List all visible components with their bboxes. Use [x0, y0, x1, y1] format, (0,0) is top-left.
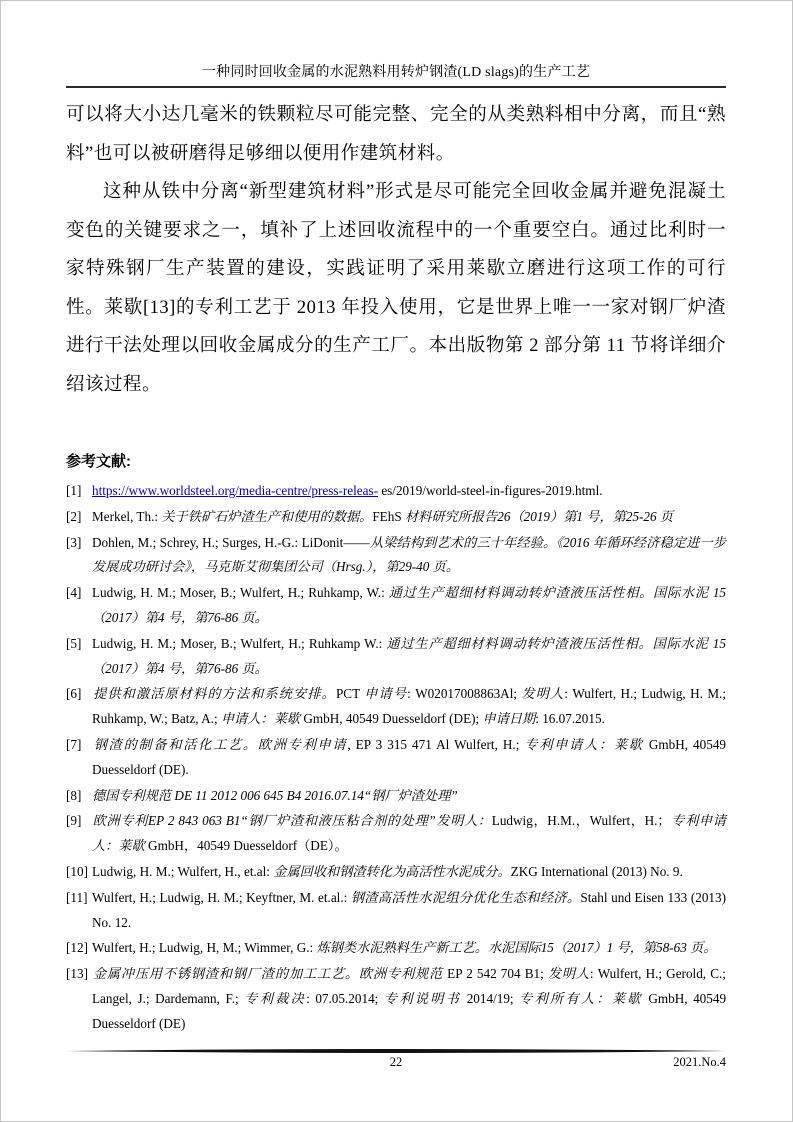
reference-text: Merkel, Th.: [92, 508, 162, 524]
reference-text: EP 2 542 704 B1; [447, 966, 548, 982]
reference-text: : Wulfert, H.; Ludwig, H. M.; Ruhkamp, W.; Batz, A.; [92, 686, 727, 727]
reference-link[interactable]: https://www.worldsteel.org/media-centre/press-releas- [92, 483, 379, 498]
reference-number: [8] [66, 787, 82, 803]
reference-text: Ludwig, H. M.; Moser, B.; Wulfert, H.; Ruhkamp W.: [92, 635, 387, 651]
reference-text: Stahl und Eisen 133 (2013) No. 12. [92, 889, 726, 930]
reference-number: [10] [66, 863, 88, 879]
paragraph-2: 这种从铁中分离“新型建筑材料”形式是尽可能完全回收金属并避免混凝土变色的关键要求之一，填补了上述回收流程中的一个重要空白。通过比利时一家特殊钢厂生产装置的建设，实践证明了采用莱歇立磨进行这项工作的可行性。莱歇[13]的专利工艺于 2013 年投入使用，它是世界上唯一一家对钢厂炉渣进行干法处理以回收金属成分的生产工厂。本出版物第 2 部分第 11 节将详细介绍该过程。 [66, 182, 726, 395]
reference-text: GmbH, 40549 Duesseldorf (DE); [303, 711, 483, 727]
reference-item [66, 581, 726, 631]
reference-number: [11] [66, 889, 88, 905]
reference-item [66, 860, 726, 885]
issue-number: 2021.No.4 [673, 1055, 726, 1069]
reference-item [66, 632, 726, 682]
reference-text: , EP 3 315 471 Al Wulfert, H.; [347, 736, 525, 752]
reference-text: GmbH, 40549 Duesseldorf (DE). [92, 736, 727, 777]
reference-text: 关于铁矿石炉渣生产和使用的数据。 [161, 508, 373, 524]
reference-text: 申请号 [364, 686, 408, 702]
reference-text: 通过生产超细材料调动转炉渣液压活性相。国际水泥 15（2017）第4 号，第76-86 页。 [92, 585, 727, 625]
references-section [66, 450, 726, 1037]
reference-number: [4] [66, 585, 82, 601]
reference-text: : Wulfert, H.; Gerold, C.; Langel, J.; Dardemann, F.; [92, 966, 726, 1006]
reference-text: ZKG International (2013) No. 9. [510, 863, 683, 879]
reference-text: 欧洲专利EP 2 843 063 B1“钢厂炉渣和液压粘合剂的处理”发明人： [92, 813, 492, 829]
reference-item [66, 505, 726, 530]
reference-text: Dohlen, M.; Schrey, H.; Surges, H.-G.: LiDonit—— [92, 534, 370, 550]
reference-text: 专利申请人：莱歇 [524, 736, 649, 752]
reference-number: [12] [66, 940, 88, 956]
page-content [1, 61, 792, 1037]
reference-text: 德国专利规范 DE 11 2012 006 645 B4 2016.07.14“钢厂炉渣处理” [92, 787, 458, 803]
reference-text: 专利申请人：莱歇 [92, 813, 726, 854]
reference-text: Ludwig，H.M.，Wulfert，H.； [491, 813, 671, 829]
reference-item [66, 936, 726, 961]
reference-number: [3] [66, 534, 82, 550]
reference-text: 发明人 [547, 966, 590, 982]
reference-text: : 07.05.2014; [306, 990, 384, 1006]
document-title: 一种同时回收金属的水泥熟料用转炉钢渣(LD slags)的生产工艺 [201, 65, 591, 80]
reference-number: [7] [66, 736, 82, 752]
reference-text: 2014/19; [466, 990, 520, 1006]
reference-text: Ludwig, H. M.; Moser, B.; Wulfert, H.; Ruhkamp, W.: [92, 585, 389, 601]
reference-text: Wulfert, H.; Ludwig, H, M.; Wimmer, G.: [92, 940, 317, 956]
reference-text: 金属回收和钢渣转化为高活性水泥成分。 [273, 863, 511, 879]
reference-item [66, 962, 726, 1036]
reference-number: [9] [66, 813, 82, 829]
reference-text: FEhS [372, 508, 405, 524]
reference-text: : 16.07.2015. [535, 711, 605, 727]
reference-text: 炼钢类水泥熟料生产新工艺。水泥国际15（2017）1 号，第58-63 页。 [316, 940, 717, 956]
reference-item [66, 784, 726, 809]
reference-text: 专利说明书 [383, 990, 467, 1006]
references-list [66, 479, 726, 1037]
reference-text: 从梁结构到艺术的三十年经验。《2016 年循环经济稳定进一步发展成功研讨会》，马克斯艾彻集团公司（Hrsg.），第29-40 页。 [92, 534, 726, 575]
footer-rule [66, 1047, 726, 1055]
reference-number: [2] [66, 508, 82, 524]
reference-text: es/2019/world-steel-in-figures-2019.html. [378, 483, 603, 498]
reference-text: GmbH, 40549 Duesseldorf (DE) [92, 990, 727, 1031]
reference-text: PCT [335, 686, 365, 702]
reference-text: 专利所有人：莱歇 [519, 990, 649, 1006]
page-footer [66, 1047, 726, 1075]
reference-text: 金属冲压用不锈钢渣和钢厂渣的加工工艺。欧洲专利规范 [92, 966, 448, 982]
reference-text: 申请人：莱歇 [220, 711, 304, 727]
reference-item [66, 809, 726, 859]
reference-text: 通过生产超细材料调动转炉渣液压活性相。国际水泥 15（2017）第4 号，第76-86 页。 [92, 635, 726, 676]
reference-text: 提供和激活原材料的方法和系统安排。 [92, 686, 336, 702]
reference-number: [13] [66, 966, 88, 982]
reference-number: [1] [66, 483, 82, 498]
reference-number: [6] [66, 686, 82, 702]
reference-item [66, 531, 726, 581]
reference-item [66, 733, 726, 783]
footer-row [66, 1055, 726, 1075]
reference-text: : W02017008863Al; [407, 686, 522, 702]
reference-text: 专利裁决 [244, 990, 307, 1006]
reference-item [66, 682, 726, 732]
references-heading: 参考文献: [66, 453, 131, 470]
reference-text: GmbH，40549 Duesseldorf（DE）。 [148, 838, 348, 854]
reference-text: 材料研究所报告26（2019）第1 号，第25-26 页 [404, 508, 674, 524]
reference-text: 钢渣的制备和活化工艺。欧洲专利申请 [92, 736, 348, 752]
reference-text: Wulfert, H.; Ludwig, H. M.; Keyftner, M. et.al.: [92, 889, 351, 905]
body-text [66, 96, 726, 404]
page-number: 22 [389, 1055, 403, 1069]
page-header [66, 61, 726, 88]
reference-text: 钢渣高活性水泥组分优化生态和经济。 [350, 889, 581, 905]
reference-number: [5] [66, 635, 82, 651]
reference-text: 发明人 [521, 686, 565, 702]
reference-text: 申请日期 [482, 711, 536, 727]
reference-item [66, 479, 726, 504]
reference-item [66, 886, 726, 936]
reference-text: Ludwig, H. M.; Wulfert, H., et.al: [92, 863, 274, 879]
paragraph-1: 可以将大小达几毫米的铁颗粒尽可能完整、完全的从类熟料相中分离，而且“熟料”也可以被研磨得足够细以便用作建筑材料。 [66, 105, 726, 164]
